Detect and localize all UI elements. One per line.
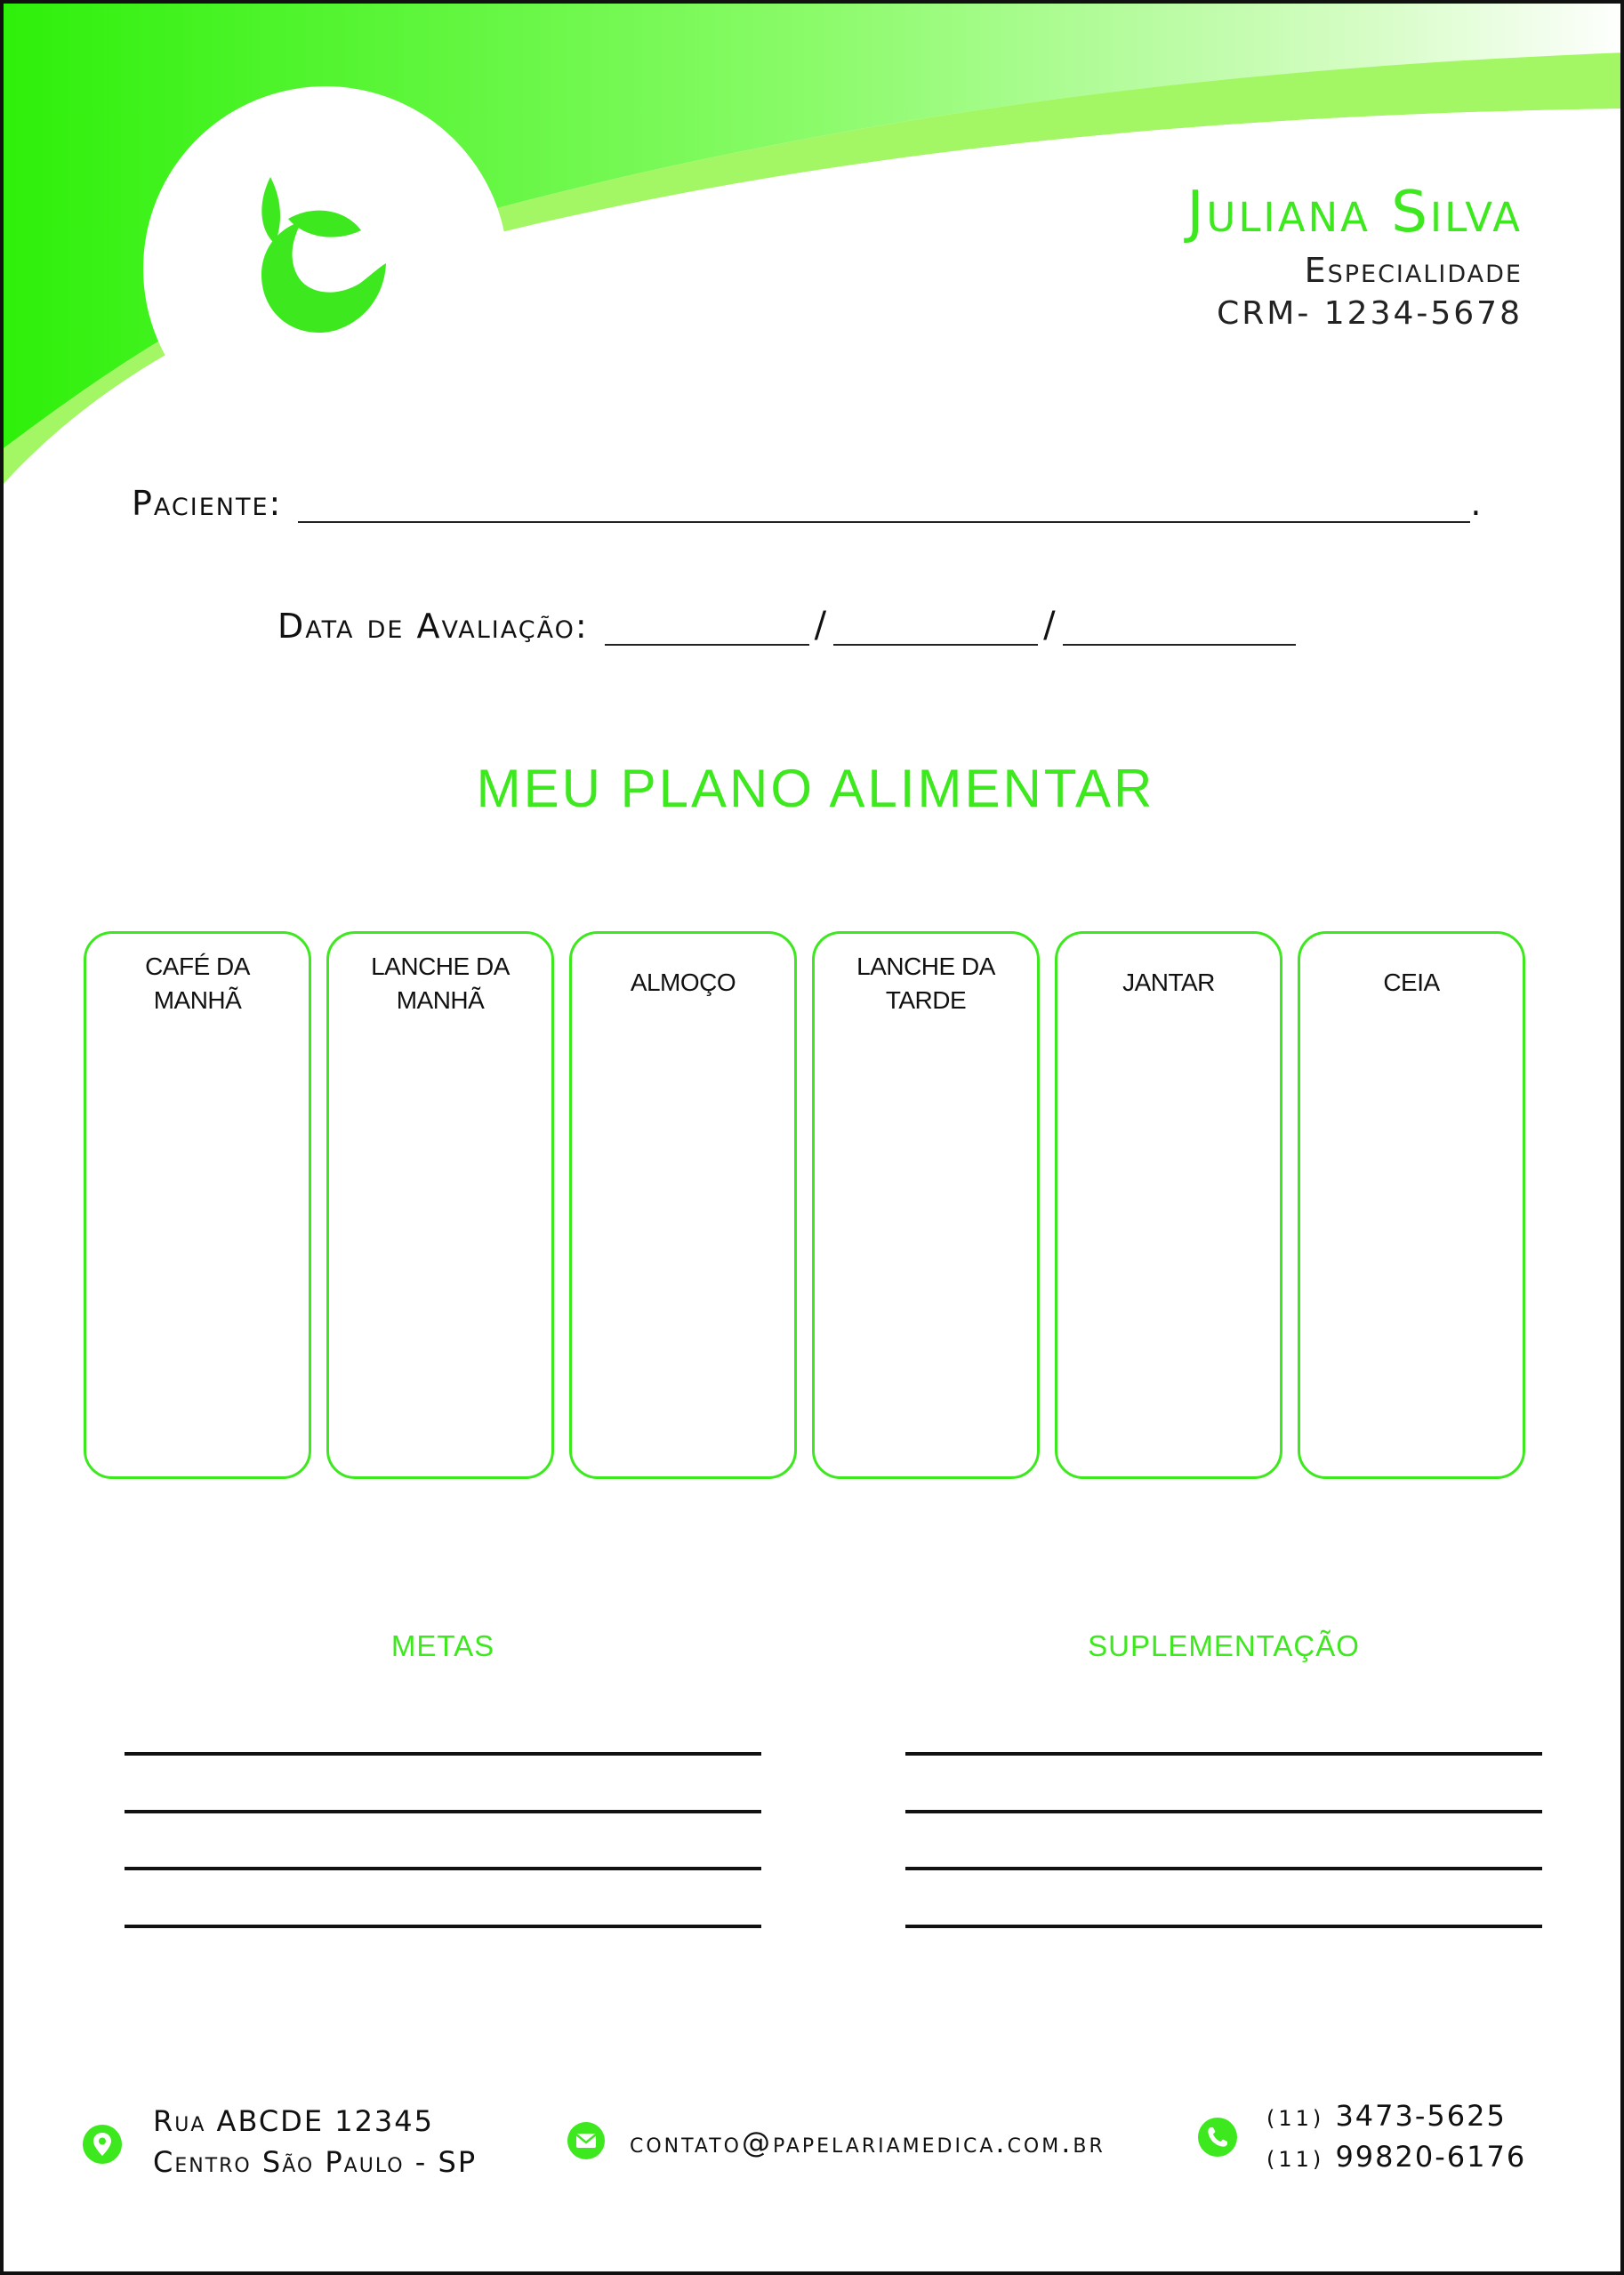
phone-number-1[interactable]: 3473-5625: [1335, 2099, 1507, 2133]
meal-label: LANCHE DA TARDE: [856, 953, 995, 1014]
phone-icon: [1197, 2117, 1238, 2158]
meal-columns: [84, 931, 1525, 1479]
date-separator: /: [1043, 605, 1057, 646]
doctor-specialty: Especialidade: [1304, 251, 1523, 290]
date-month-field[interactable]: [833, 612, 1038, 646]
phone-prefix: (11): [1266, 2106, 1325, 2131]
patient-name-field[interactable]: [298, 489, 1470, 523]
patient-row: [132, 484, 1483, 523]
meal-box-afternoon-snack[interactable]: [812, 931, 1040, 1479]
email-icon: [566, 2120, 607, 2161]
goals-line[interactable]: [125, 1925, 761, 1928]
plan-title: MEU PLANO ALIMENTAR: [476, 759, 1155, 818]
date-day-field[interactable]: [605, 612, 809, 646]
meal-label: CEIA: [1383, 969, 1440, 996]
goals-line[interactable]: [125, 1752, 761, 1756]
email-address[interactable]: contato@papelariamedica.com.br: [630, 2126, 1105, 2159]
date-year-field[interactable]: [1063, 612, 1296, 646]
goals-title: METAS: [390, 1629, 495, 1662]
meal-box-dinner[interactable]: [1055, 931, 1282, 1479]
meal-box-supper[interactable]: [1298, 931, 1525, 1479]
phone-prefix: (11): [1266, 2147, 1325, 2172]
evaluation-date-label: Data de Avaliação:: [277, 607, 589, 646]
supplements-line[interactable]: [905, 1867, 1542, 1870]
patient-label: Paciente:: [132, 484, 283, 523]
goals-line[interactable]: [125, 1867, 761, 1870]
phone-row-1: [1266, 2099, 1507, 2133]
meal-label: JANTAR: [1122, 969, 1215, 996]
patient-line-end: .: [1470, 484, 1483, 523]
meal-label: LANCHE DA MANHÃ: [371, 953, 510, 1014]
goals-line[interactable]: [125, 1810, 761, 1813]
meal-box-morning-snack[interactable]: [326, 931, 554, 1479]
meal-box-lunch[interactable]: [569, 931, 797, 1479]
address-line1: Rua ABCDE 12345: [153, 2104, 435, 2138]
doctor-crm: CRM- 1234-5678: [1217, 295, 1523, 332]
doctor-name: Juliana Silva: [1186, 180, 1523, 245]
meal-label: ALMOÇO: [630, 969, 736, 996]
supplements-line[interactable]: [905, 1752, 1542, 1756]
date-separator: /: [814, 605, 829, 646]
supplements-title: SUPLEMENTAÇÃO: [1088, 1629, 1360, 1662]
meal-label: CAFÉ DA MANHÃ: [145, 953, 250, 1014]
address-line2: Centro São Paulo - SP: [153, 2145, 478, 2179]
phone-number-2[interactable]: 99820-6176: [1335, 2140, 1527, 2174]
location-pin-icon: [82, 2124, 123, 2165]
meal-box-breakfast[interactable]: [84, 931, 311, 1479]
supplements-line[interactable]: [905, 1925, 1542, 1928]
leaf-logo-icon: [253, 164, 413, 350]
supplements-line[interactable]: [905, 1810, 1542, 1813]
phone-row-2: [1266, 2140, 1526, 2174]
evaluation-date-row: [277, 605, 1296, 646]
